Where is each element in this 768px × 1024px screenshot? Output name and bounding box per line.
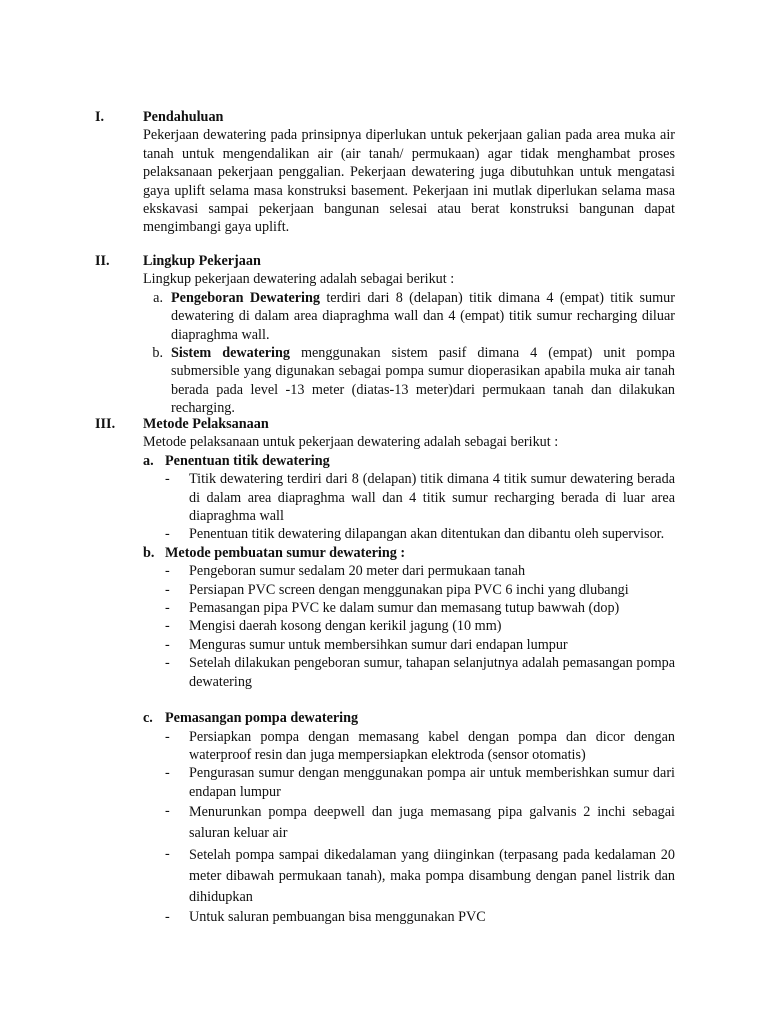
section-number: II. bbox=[95, 253, 110, 269]
list-item bbox=[143, 289, 675, 344]
list-marker: b. bbox=[152, 345, 163, 362]
list-item-text: Pengeboran sumur sedalam 20 meter dari permukaan tanah bbox=[189, 563, 526, 580]
list-dash: - bbox=[165, 655, 170, 672]
section-paragraph: Pekerjaan dewatering pada prinsipnya diperlukan untuk pekerjaan galian pada area muka air tanah untuk mengendalikan air (air tanah/ permukaan) agar tidak menghambat proses pelaksanaan pekerjaan penggalian. Pekerjaan dewatering juga dibutuhkan untuk mengatasi gaya uplift selama masa konstruksi basement. Pekerjaan ini mutlak diperlukan selama masa ekskavasi sampai pekerjaan bangunan selesai atau berat konstruksi bangunan dapat mengimbangi gaya uplift. bbox=[143, 127, 675, 236]
list-dash: - bbox=[165, 909, 170, 926]
list-item-text: terdiri dari 8 (delapan) titik dimana 4 (empat) titik sumur dewatering di dalam area diapraghma wall dan 4 (empat) titik sumur recharging diluar diapraghma wall. bbox=[171, 289, 675, 343]
list-item bbox=[143, 581, 675, 599]
list-item-bold: Sistem dewatering bbox=[171, 345, 290, 362]
section-title: Lingkup Pekerjaan bbox=[143, 253, 261, 269]
subsection-marker: c. bbox=[143, 710, 153, 727]
section-body bbox=[143, 252, 675, 418]
section-number: I. bbox=[95, 109, 105, 125]
subsection-title: c. Pemasangan pompa dewatering bbox=[143, 710, 359, 727]
list-item-text: Setelah pompa sampai dikedalaman yang diinginkan (terpasang pada kedalaman 20 meter dibawah permukaan tanah), maka pompa disambung dengan panel listrik dan dihidupkan bbox=[189, 847, 675, 906]
list-item bbox=[143, 617, 675, 635]
list-item bbox=[143, 764, 675, 801]
list-item-text: Pemasangan pipa PVC ke dalam sumur dan memasang tutup bawwah (dop) bbox=[189, 600, 620, 617]
list-item bbox=[143, 344, 675, 418]
section-body bbox=[143, 108, 675, 237]
list-item-text: Persiapan PVC screen dengan menggunakan pipa PVC 6 inchi yang dlubangi bbox=[189, 581, 629, 598]
list-item bbox=[143, 908, 675, 926]
subsection-title: b. Metode pembuatan sumur dewatering : bbox=[143, 544, 406, 561]
list-item bbox=[143, 470, 675, 525]
list-dash: - bbox=[165, 765, 170, 782]
list-item bbox=[143, 654, 675, 691]
list-dash: - bbox=[165, 618, 170, 635]
list-dash: - bbox=[165, 563, 170, 580]
list-dash: - bbox=[165, 846, 170, 863]
list-item-text: Pengurasan sumur dengan menggunakan pompa air untuk memberishkan sumur dari endapan lumpur bbox=[189, 765, 675, 800]
list-item-text: Mengisi daerah kosong dengan kerikil jagung (10 mm) bbox=[189, 618, 502, 635]
section-intro: Metode pelaksanaan untuk pekerjaan dewatering adalah sebagai berikut : bbox=[143, 434, 559, 451]
list-item-text: Persiapkan pompa dengan memasang kabel dengan pompa dan dicor dengan waterproof resin dan juga mempersiapkan elektroda (sensor otomatis) bbox=[189, 728, 675, 763]
list-item-text: Setelah dilakukan pengeboran sumur, tahapan selanjutnya adalah pemasangan pompa dewatering bbox=[189, 655, 675, 690]
section-number: III. bbox=[95, 416, 116, 432]
list-item bbox=[143, 525, 675, 543]
list-item bbox=[143, 599, 675, 617]
list-marker: a. bbox=[153, 289, 163, 306]
section-body bbox=[143, 415, 675, 927]
subsection-marker: b. bbox=[143, 544, 155, 561]
list-item-text: Titik dewatering terdiri dari 8 (delapan) titik dimana 4 titik sumur dewatering berada di dalam area diapraghma wall dan 4 titik sumur recharging berada di luar area diapraghma wall bbox=[189, 471, 675, 525]
list-item bbox=[143, 845, 675, 908]
section-intro: Lingkup pekerjaan dewatering adalah sebagai berikut : bbox=[143, 271, 455, 288]
list-dash: - bbox=[165, 600, 170, 617]
list-item bbox=[143, 562, 675, 580]
list-item bbox=[143, 636, 675, 654]
list-dash: - bbox=[165, 803, 170, 820]
list-item bbox=[143, 802, 675, 844]
section-title: Metode Pelaksanaan bbox=[143, 416, 269, 432]
list-item-text: menggunakan sistem pasif dimana 4 (empat) unit pompa submersible yang digunakan sebagai pompa sumur dioperasikan apabila muka air tanah berada pada level -13 meter (diatas-13 meter)dari permukaan tanah dan dilakukan recharging. bbox=[171, 345, 675, 417]
list-item-bold: Pengeboran Dewatering bbox=[171, 289, 320, 306]
list-dash: - bbox=[165, 471, 170, 488]
list-item-text: Untuk saluran pembuangan bisa menggunakan PVC bbox=[189, 909, 486, 926]
subsection-marker: a. bbox=[143, 452, 154, 469]
list-dash: - bbox=[165, 728, 170, 745]
list-dash: - bbox=[165, 526, 170, 543]
list-item-text: Penentuan titik dewatering dilapangan akan ditentukan dan dibantu oleh supervisor. bbox=[189, 526, 665, 543]
list-dash: - bbox=[165, 636, 170, 653]
subsection-title: a. Penentuan titik dewatering bbox=[143, 452, 330, 469]
list-item-text: Menurunkan pompa deepwell dan juga memasang pipa galvanis 2 inchi sebagai saluran keluar air bbox=[189, 804, 675, 842]
list-dash: - bbox=[165, 581, 170, 598]
list-item-text: Menguras sumur untuk membersihkan sumur dari endapan lumpur bbox=[189, 636, 568, 653]
list-item bbox=[143, 728, 675, 765]
section-title: Pendahuluan bbox=[143, 109, 224, 125]
